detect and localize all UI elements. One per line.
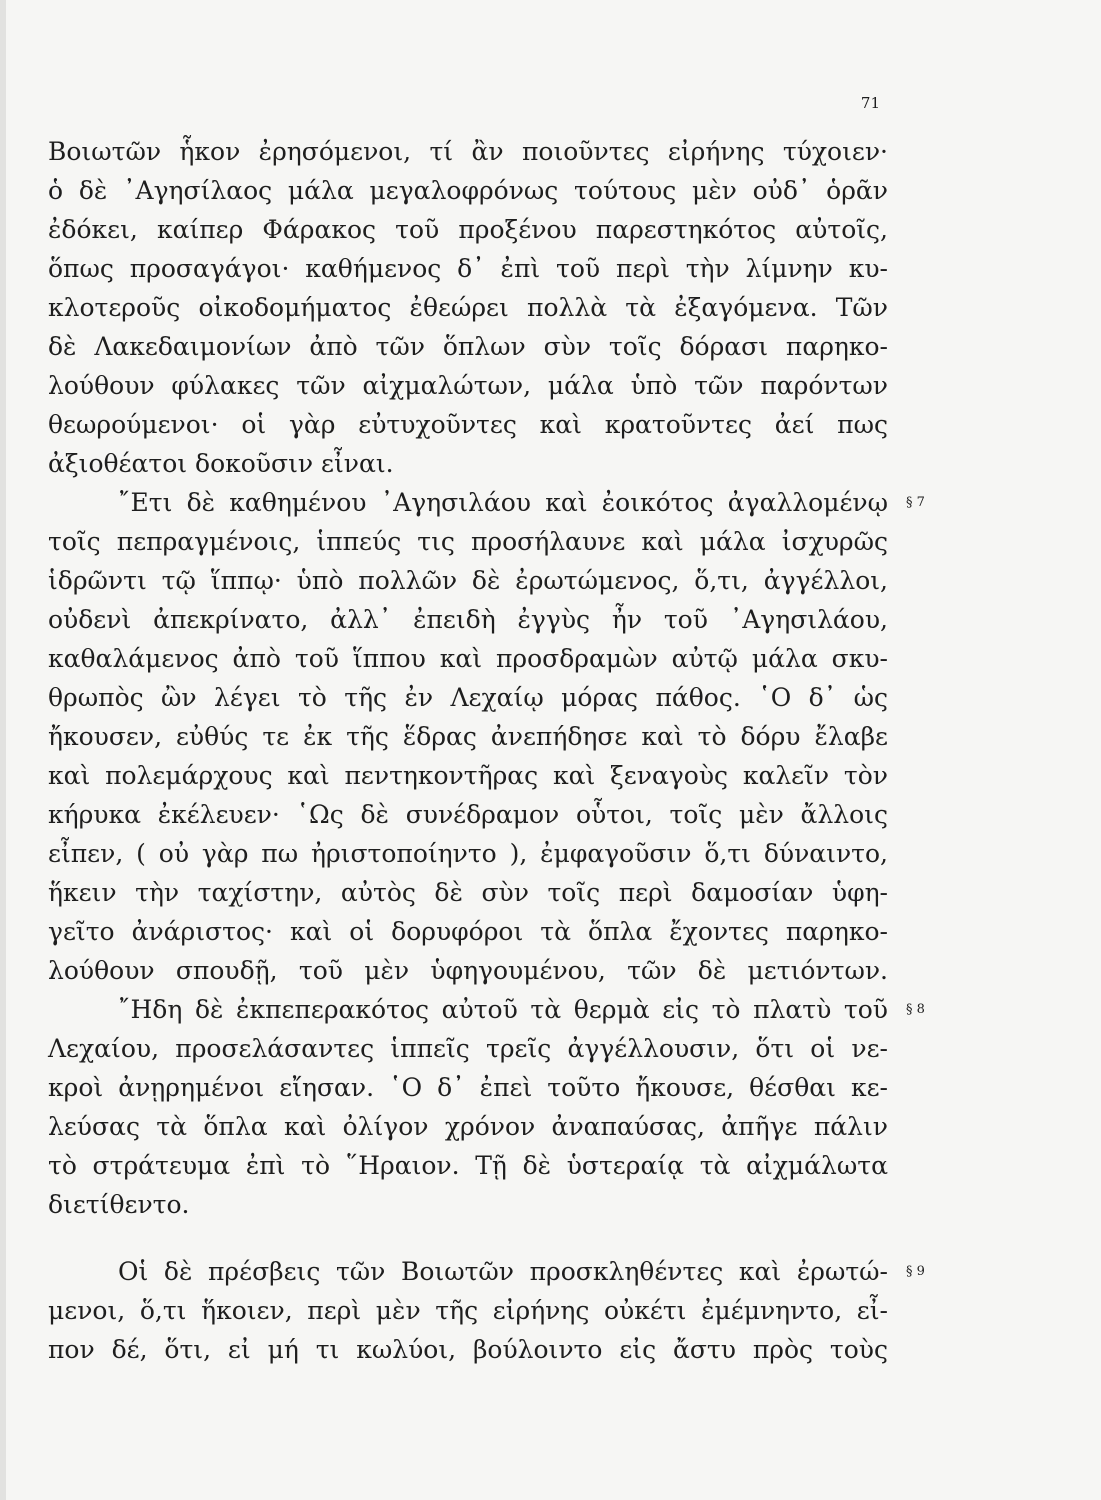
text-line: ἥκειν τὴν ταχίστην, αὐτὸς δὲ σὺν τοῖς περὶ δαμοσίαν ὑφη-: [48, 878, 888, 907]
section-marker: § 7: [906, 495, 925, 510]
text-line: ὅπως προσαγάγοι· καθήμενος δ᾿ ἐπὶ τοῦ περὶ τὴν λίμνην κυ-: [48, 254, 888, 283]
text-line: θρωπὸς ὢν λέγει τὸ τῆς ἐν Λεχαίῳ μόρας πάθος. ῾Ο δ᾿ ὡς: [48, 683, 888, 712]
text-line: εἶπεν, ( οὐ γὰρ πω ἠριστοποίηντο ), ἐμφαγοῦσιν ὅ,τι δύναιντο,: [48, 839, 888, 868]
text-line: κήρυκα ἐκέλευεν· ῾Ως δὲ συνέδραμον οὗτοι, τοῖς μὲν ἄλλοις: [48, 800, 888, 829]
text-line: Βοιωτῶν ἧκον ἐρησόμενοι, τί ἂν ποιοῦντες εἰρήνης τύχοιεν·: [48, 137, 888, 166]
text-line: ῎Ηδη δὲ ἐκπεπερακότος αὐτοῦ τὰ θερμὰ εἰς τὸ πλατὺ τοῦ: [118, 995, 888, 1024]
text-line: Οἱ δὲ πρέσβεις τῶν Βοιωτῶν προσκληθέντες καὶ ἐρωτώ-: [118, 1257, 888, 1286]
text-line: ἐδόκει, καίπερ Φάρακος τοῦ προξένου παρεστηκότος αὐτοῖς,: [48, 215, 888, 244]
text-line: κροὶ ἀνῃρημένοι εἴησαν. ῾Ο δ᾿ ἐπεὶ τοῦτο ἤκουσε, θέσθαι κε-: [48, 1073, 888, 1102]
text-line: γεῖτο ἀνάριστος· καὶ οἱ δορυφόροι τὰ ὅπλα ἔχοντες παρηκο-: [48, 917, 888, 946]
text-line: πον δέ, ὅτι, εἰ μή τι κωλύοι, βούλοιντο εἰς ἄστυ πρὸς τοὺς: [48, 1335, 888, 1364]
text-line: ῎Ετι δὲ καθημένου ᾿Αγησιλάου καὶ ἐοικότος ἀγαλλομένῳ: [118, 488, 888, 517]
text-line: μενοι, ὅ,τι ἥκοιεν, περὶ μὲν τῆς εἰρήνης οὐκέτι ἐμέμνηντο, εἶ-: [48, 1296, 888, 1325]
text-line: Λεχαίου, προσελάσαντες ἱππεῖς τρεῖς ἀγγέλλουσιν, ὅτι οἱ νε-: [48, 1034, 888, 1063]
text-line: ἤκουσεν, εὐθύς τε ἐκ τῆς ἕδρας ἀνεπήδησε καὶ τὸ δόρυ ἔλαβε: [48, 722, 888, 751]
text-line: τοῖς πεπραγμένοις, ἱππεύς τις προσήλαυνε καὶ μάλα ἰσχυρῶς: [48, 527, 888, 556]
page-edge-shadow: [0, 0, 6, 1500]
text-line: ἀξιοθέατοι δοκοῦσιν εἶναι.: [48, 449, 394, 478]
page-number: 71: [860, 94, 880, 112]
text-line: καὶ πολεμάρχους καὶ πεντηκοντῆρας καὶ ξεναγοὺς καλεῖν τὸν: [48, 761, 888, 790]
text-line: λούθουν σπουδῇ, τοῦ μὲν ὑφηγουμένου, τῶν δὲ μετιόντων.: [48, 956, 888, 985]
section-marker: § 9: [906, 1264, 925, 1279]
text-line: λούθουν φύλακες τῶν αἰχμαλώτων, μάλα ὑπὸ τῶν παρόντων: [48, 371, 888, 400]
text-line: κλοτεροῦς οἰκοδομήματος ἐθεώρει πολλὰ τὰ ἐξαγόμενα. Τῶν: [48, 293, 888, 322]
section-marker: § 8: [906, 1002, 925, 1017]
text-line: καθαλάμενος ἀπὸ τοῦ ἵππου καὶ προσδραμὼν αὐτῷ μάλα σκυ-: [48, 644, 888, 673]
text-line: οὐδενὶ ἀπεκρίνατο, ἀλλ᾿ ἐπειδὴ ἐγγὺς ἦν τοῦ ᾿Αγησιλάου,: [48, 605, 888, 634]
text-line: δὲ Λακεδαιμονίων ἀπὸ τῶν ὅπλων σὺν τοῖς δόρασι παρηκο-: [48, 332, 888, 361]
text-line: λεύσας τὰ ὅπλα καὶ ὀλίγον χρόνον ἀναπαύσας, ἀπῆγε πάλιν: [48, 1112, 888, 1141]
text-line: ἱδρῶντι τῷ ἵππῳ· ὑπὸ πολλῶν δὲ ἐρωτώμενος, ὅ,τι, ἀγγέλλοι,: [48, 566, 888, 595]
text-line: διετίθεντο.: [48, 1190, 190, 1219]
text-line: θεωρούμενοι· οἱ γὰρ εὐτυχοῦντες καὶ κρατοῦντες ἀεί πως: [48, 410, 888, 439]
text-line: τὸ στράτευμα ἐπὶ τὸ ῞Ηραιον. Τῇ δὲ ὑστεραίᾳ τὰ αἰχμάλωτα: [48, 1151, 888, 1180]
text-line: ὁ δὲ ᾿Αγησίλαος μάλα μεγαλοφρόνως τούτους μὲν οὐδ᾿ ὁρᾶν: [48, 176, 888, 205]
